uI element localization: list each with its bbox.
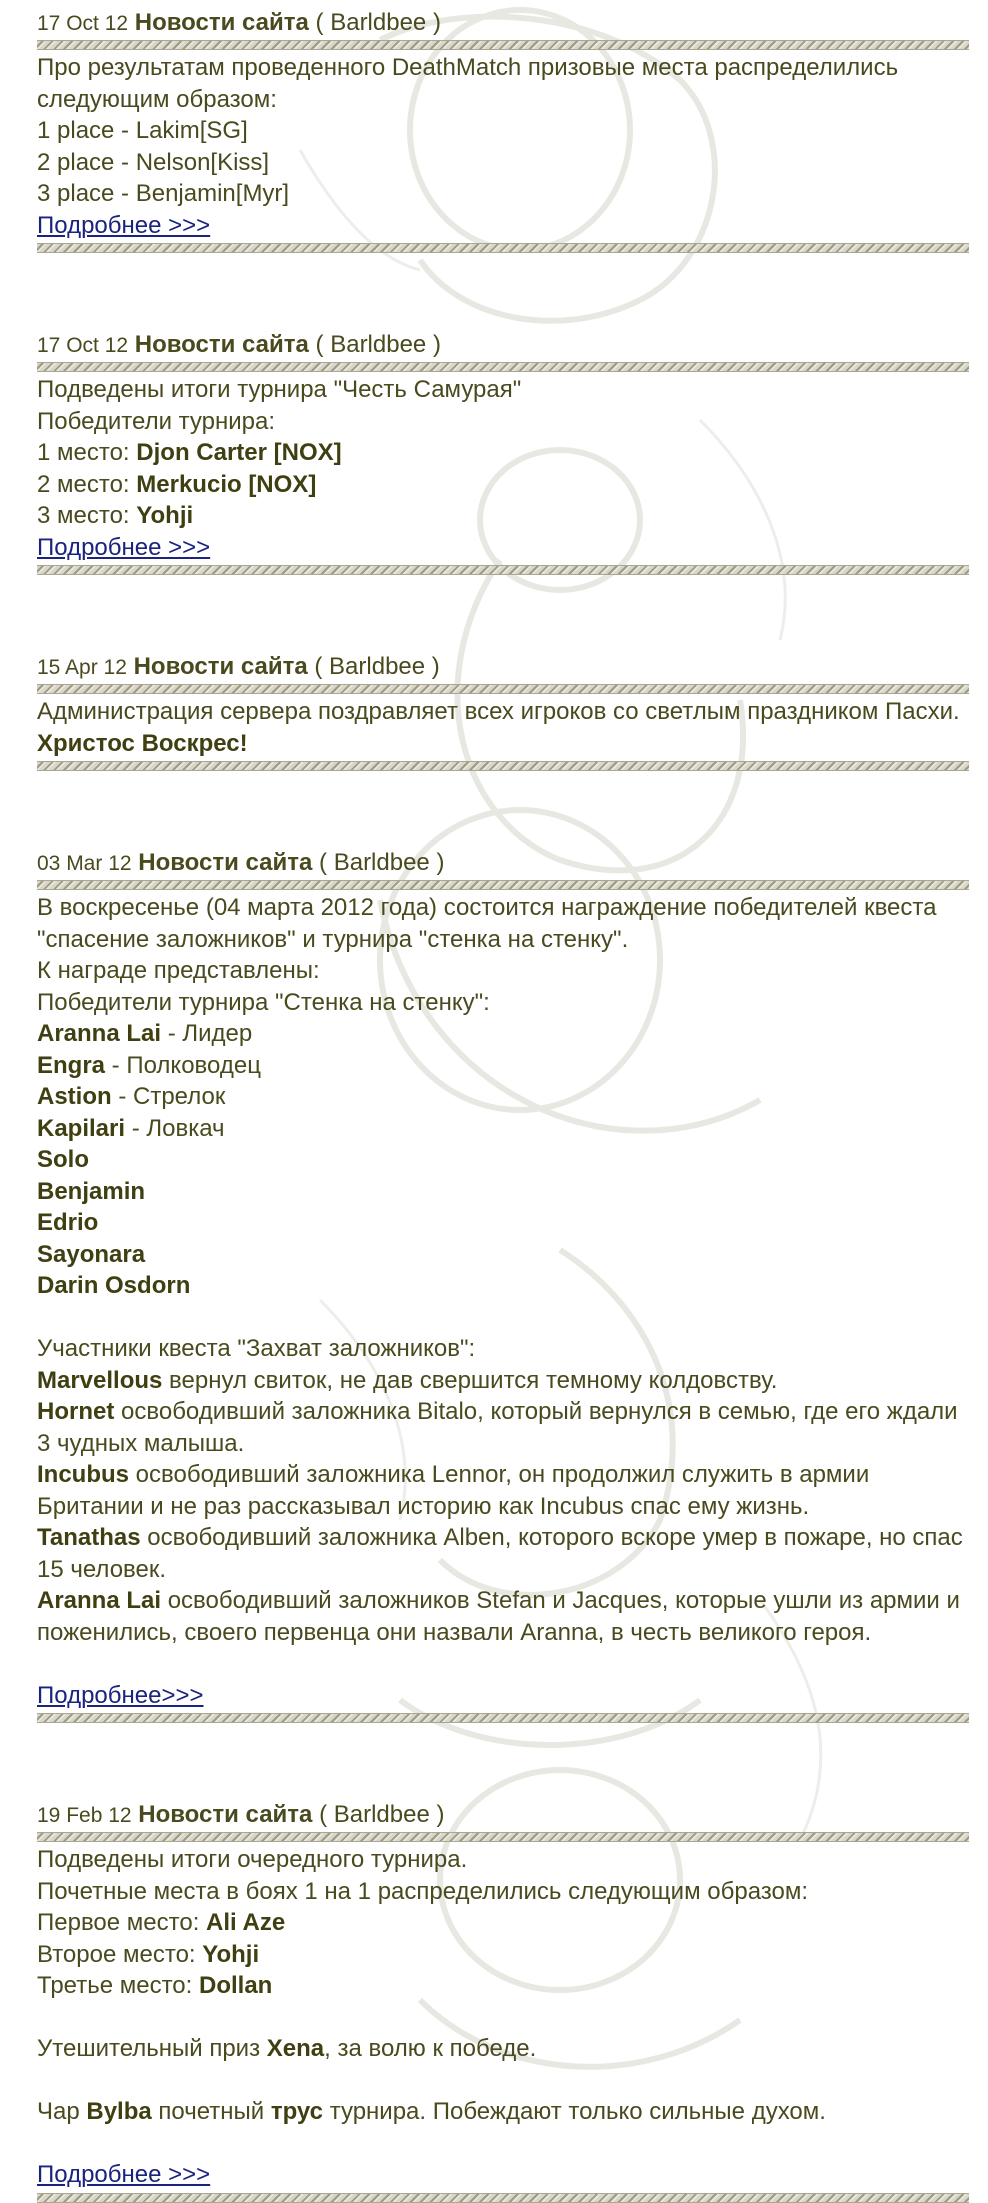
news-header [37,328,969,362]
place-line: 2 место: Merkucio [NOX] [37,470,317,498]
news-date: 03 Mar 12 [37,852,132,875]
more-link[interactable]: Подробнее>>> [37,1681,204,1709]
news-text: Администрация сервера поздравляет всех игроков со светлым праздником Пасхи. [37,698,960,725]
news-title: Новости сайта [138,849,313,876]
wall-winner: Aranna Lai - Лидер [37,1020,253,1047]
news-date: 17 Oct 12 [37,12,129,35]
wall-winner: Solo [37,1146,89,1173]
news-text: Участники квеста "Захват заложников": [37,1335,476,1362]
wall-winner: Benjamin [37,1177,146,1205]
news-body [37,372,969,565]
quest-entry: Tanathas освободивший заложника Alben, которого вскоре умер в пожаре, но спас 15 человек. [37,1524,963,1583]
rope-divider [37,40,969,50]
winner-name: Yohji [202,1940,260,1968]
place-line: Первое место: Ali Aze [37,1909,286,1936]
news-date: 17 Oct 12 [37,334,129,357]
more-link[interactable]: Подробнее >>> [37,211,211,239]
news-author: ( Barldbee ) [315,9,441,36]
wall-winner: Astion - Стрелок [37,1083,226,1110]
rope-divider [37,362,969,372]
news-body [37,1842,969,2193]
wall-winner: Edrio [37,1209,99,1236]
news-text: 1 place - Lakim[SG] [37,117,248,144]
news-title: Новости сайта [138,1801,313,1828]
rope-divider [37,2193,969,2203]
news-item [37,1798,969,2203]
news-author: ( Barldbee ) [315,331,441,358]
news-text: К награде представлены: [37,957,320,984]
news-text: Победители турнира: [37,407,276,435]
news-text: В воскресенье (04 марта 2012 года) состоится награждение победителей квеста "спасение заложников" и турнира "стенка на стенку". [37,894,937,953]
news-header [37,650,969,684]
news-body [37,890,969,1713]
news-title: Новости сайта [133,653,308,680]
winner-name: Yohji [136,502,194,529]
rope-divider [37,243,969,253]
news-text: 2 place - Nelson[Kiss] [37,148,270,176]
wall-winner: Sayonara [37,1240,146,1268]
news-header [37,6,969,40]
news-text: Победители турнира "Стенка на стенку": [37,988,490,1016]
more-link[interactable]: Подробнее >>> [37,533,211,561]
wall-winner: Kapilari - Ловкач [37,1114,225,1142]
place-line: 1 место: Djon Carter [NOX] [37,439,342,466]
rope-divider [37,565,969,575]
news-bold-text: Христос Воскрес! [37,729,248,757]
news-item [37,328,969,575]
place-line: Второе место: Yohji [37,1940,260,1968]
wall-winner: Darin Osdorn [37,1272,191,1299]
more-link[interactable]: Подробнее >>> [37,2161,211,2188]
coward-line: Чар Bylba почетный трус турнира. Побеждают только сильные духом. [37,2098,826,2125]
news-author: ( Barldbee ) [319,849,445,876]
quest-entry: Incubus освободивший заложника Lennor, он продолжил служить в армии Британии и не раз рассказывал историю как Incubus спас ему жизнь. [37,1461,870,1520]
news-date: 15 Apr 12 [37,656,127,679]
winner-name: Djon Carter [NOX] [136,439,342,466]
rope-divider [37,1713,969,1723]
news-body [37,50,969,243]
news-title: Новости сайта [134,331,309,358]
winner-name: Ali Aze [206,1909,286,1936]
place-line: Третье место: Dollan [37,1972,273,1999]
place-line: 3 место: Yohji [37,502,194,529]
consolation-line: Утешительный приз Xena, за волю к победе. [37,2035,537,2062]
news-title: Новости сайта [134,9,309,36]
news-item [37,6,969,253]
quest-entry: Marvellous вернул свиток, не дав свершится темному колдовству. [37,1366,778,1394]
winner-name: Dollan [198,1972,273,1999]
news-text: 3 place - Benjamin[Myr] [37,180,290,207]
news-text: Подведены итоги турнира "Честь Самурая" [37,376,522,403]
news-author: ( Barldbee ) [319,1801,445,1828]
news-feed [37,6,969,2203]
rope-divider [37,880,969,890]
rope-divider [37,1832,969,1842]
rope-divider [37,761,969,771]
quest-entry: Hornet освободивший заложника Bitalo, который вернулся в семью, где его ждали 3 чудных малыша. [37,1398,958,1457]
news-text: Про результатам проведенного DeathMatch призовые места распределились следующим образом: [37,54,899,113]
winner-name: Merkucio [NOX] [136,470,317,498]
news-date: 19 Feb 12 [37,1804,132,1827]
news-item [37,650,969,771]
news-text: Подведены итоги очередного турнира. [37,1846,468,1873]
wall-winner: Engra - Полководец [37,1051,261,1079]
news-body [37,694,969,761]
quest-entry: Aranna Lai освободивший заложников Stefan и Jacques, которые ушли из армии и поженились, своего первенца они назвали Aranna, в честь великого героя. [37,1587,960,1646]
news-header [37,1798,969,1832]
news-text: Почетные места в боях 1 на 1 распределились следующим образом: [37,1877,809,1905]
news-item [37,846,969,1723]
news-header [37,846,969,880]
news-author: ( Barldbee ) [314,653,440,680]
rope-divider [37,684,969,694]
